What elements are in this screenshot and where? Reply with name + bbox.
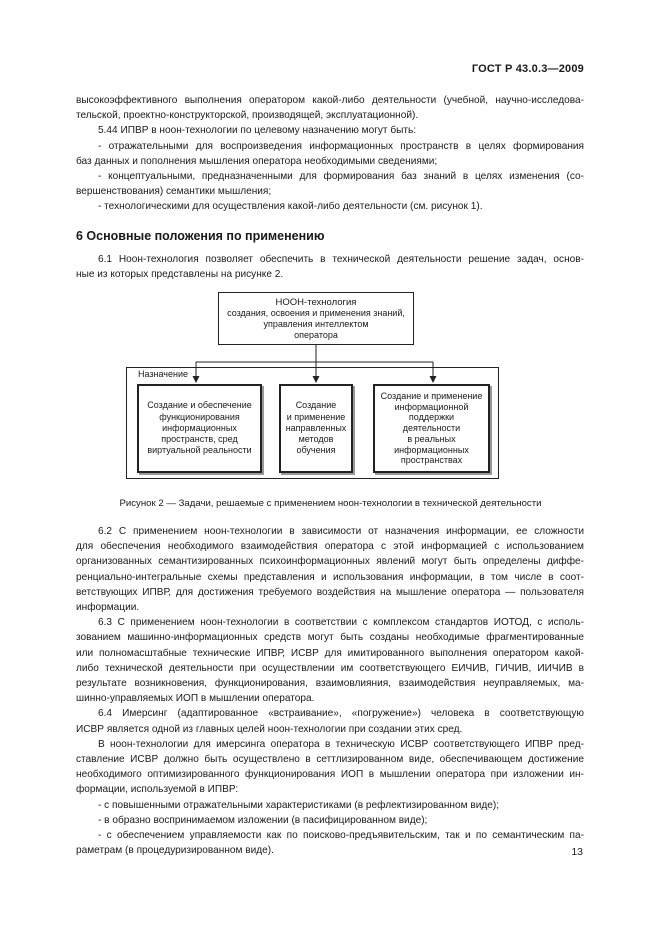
page-number: 13 (571, 846, 583, 858)
clause-6-4-line: 6.4 Имерсинг (адаптированное «встраивание», «погружение») человека в соответствующую (98, 708, 584, 720)
intro-line-1: высокоэффективного выполнения оператором какой-либо деятельности (учебной, научно-исследова- (76, 95, 584, 106)
clause-5-44: 5.44 ИПВР в ноон-технологии по целевому назначению могут быть: (98, 125, 417, 137)
task-box-2-line: Создание (295, 400, 337, 411)
task-box-2-line: и применение (286, 411, 346, 422)
clause-6-3-line: зованием машинно-информационных средств могут быть созданы необходимые фрагментированные (76, 632, 584, 644)
clause-6-2-line: ренциально-интегральные схемы представления и использования информации, в том числе в соот- (76, 571, 584, 583)
immersion-paragraph-line: ставление ИСВР должно быть осуществлено в сеттлизированном виде, обеспечивающем достижение (76, 754, 584, 766)
task-box-1-line: функционирования (159, 411, 240, 422)
clause-6-3-line: результате возникновения, функционирования, взаимовлияния, взаимодействия неуправляемых, ма- (76, 678, 584, 690)
clause-6-3-line: или полномасштабные технические ИПВР, ИСВР для имитированного выполнения оператором какой- (76, 647, 584, 659)
intro-line-2: тельской, проектно-конструкторской, производящей, эксплуатационной). (76, 110, 419, 122)
list-item-technological: - технологическими для осуществления какой-либо деятельности (см. рисунок 1). (98, 201, 483, 213)
list-item-reflectized: - с повышенными отражательными характеристиками (в рефлектизированном виде); (98, 799, 500, 811)
clause-6-2-line: 6.2 С применением ноон-технологии в зависимости от назначения информации, ее сложности (98, 526, 584, 537)
immersion-paragraph-line: формации, используемой в ИПВР: (76, 784, 239, 796)
clause-6-2-line: для обеспечения необходимого взаимодействия оператора с этой информацией с использованием (76, 541, 584, 553)
task-box-1-line: информационных (162, 422, 237, 433)
task-box-3-line: информационных (394, 444, 469, 455)
clause-6-2-line: организованных семантизированных психоинформационных явлений могут быть определены диффе- (76, 556, 584, 568)
list-item-reflective-1: - отражательными для воспроизведения информационных пространств в целях формирования (98, 140, 584, 152)
top-box-line-4: оператора (294, 329, 338, 340)
clause-6-3-line: 6.3 С применением ноон-технологии в соответствии с комплексом стандартов ИОТОД, с исполь- (98, 617, 584, 629)
task-box-2-line: методов (298, 434, 334, 445)
task-box-2-line: направленных (285, 422, 347, 433)
task-box-3-line: в реальных (407, 433, 456, 444)
clause-6-1-line-2: ные из которых представлены на рисунке 2. (76, 269, 284, 281)
section-heading: 6 Основные положения по применению (76, 229, 325, 243)
top-box-line-2: создания, освоения и применения знаний, (227, 307, 405, 318)
task-box-3-line: деятельности (402, 423, 461, 434)
figure-caption: Рисунок 2 — Задачи, решаемые с применением ноон-технологии в технической деятельности (119, 498, 542, 509)
list-item-proceduralized-1: - с обеспечением управляемости как по поисково-предъявительским, так и по семантическим па- (98, 830, 584, 842)
clause-6-2-line: информации. (76, 602, 140, 614)
task-box-3-line: информационной (394, 401, 469, 412)
top-box-title: НООН-технология (275, 296, 357, 308)
list-item-pacified: - в образно воспринимаемом изложении (в пасифицированном виде); (98, 814, 428, 826)
list-item-conceptual-1: - концептуальными, предназначенными для формирования баз знаний в целях изменения (со- (98, 171, 584, 183)
clause-6-2-line: ветствующих ИПВР, для достижения требуемого воздействия на мышление оператора — пользователя (76, 586, 584, 598)
task-box-3-line: Создание и применение (380, 390, 483, 401)
clause-6-4-line: ИСВР является одной из главных целей ноон-технологии при создании этих сред. (76, 723, 463, 735)
task-box-3-line: поддержки (408, 412, 455, 423)
clause-6-3-line: шинно-управляемых ИОП в мышлении оператора. (76, 693, 315, 705)
immersion-paragraph-line: необходимого оптимизированного функционирования ИОП в мышлении оператора при изложении ин- (76, 769, 584, 781)
task-box-1-line: виртуальной реальности (147, 445, 252, 456)
task-box-1-line: Создание и обеспечение (147, 400, 252, 411)
list-item-conceptual-2: вершенствования) семантики мышления; (76, 186, 272, 198)
purpose-group-label: Назначение (138, 369, 189, 379)
body-text (76, 524, 584, 858)
task-box-2-line: обучения (296, 445, 336, 456)
clause-6-3-line: либо технической деятельности при осуществлении им соответствующего ЕИЧИВ, ГИЧИВ, ИИЧИВ в (76, 662, 584, 674)
task-box-1-line: пространств, сред (161, 434, 238, 445)
list-item-reflective-2: баз данных и пополнения мышления оператора необходимыми сведениями; (76, 155, 438, 167)
top-box-line-3: управления интеллектом (263, 318, 369, 329)
document-code: ГОСТ Р 43.0.3—2009 (471, 63, 584, 75)
task-box-3-line: пространствах (400, 455, 463, 466)
clause-6-1-line-1: 6.1 Ноон-технология позволяет обеспечить в технической деятельности решение задач, основ- (98, 254, 584, 265)
list-item-proceduralized-2: раметрам (в процедуризированном виде). (76, 845, 274, 857)
immersion-paragraph-line: В ноон-технологии для имерсинга оператора в техническую ИСВР соответствующего ИПВР пред- (98, 738, 584, 750)
